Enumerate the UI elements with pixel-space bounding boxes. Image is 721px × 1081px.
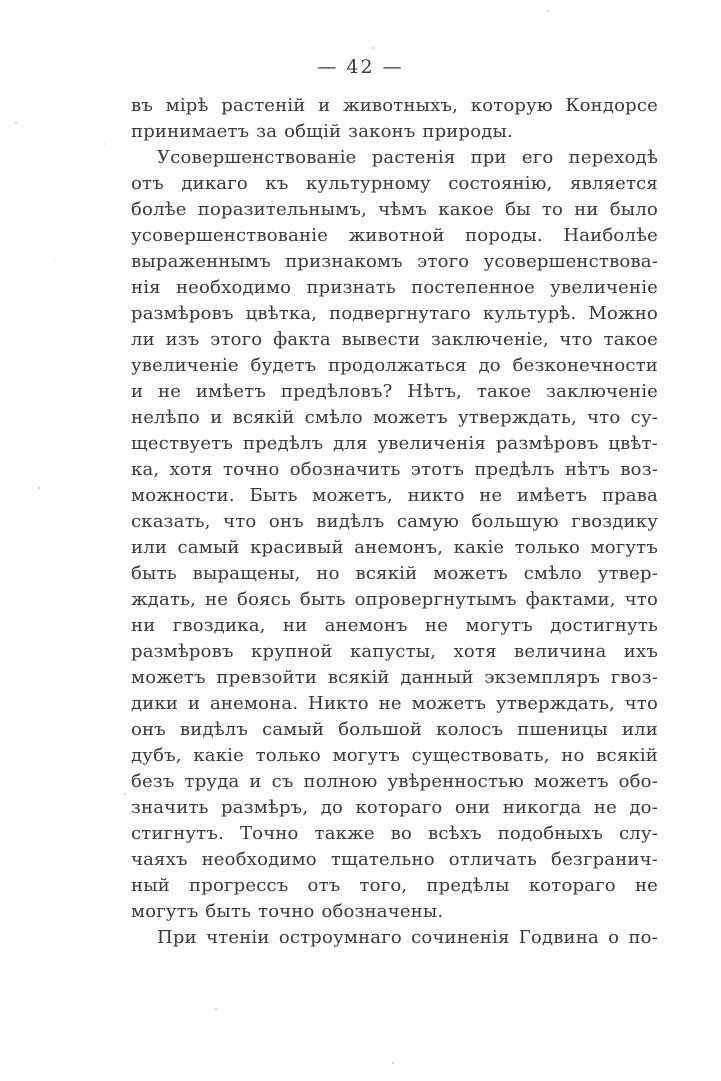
scan-speck [510, 1005, 511, 1006]
text-line: размѣровъ цвѣтка, подвергнутаго культурѣ. Можно [131, 303, 658, 324]
text-line: значить размѣръ, до котораго они никогда не до- [131, 797, 658, 818]
page-text [131, 93, 658, 951]
scan-speck [55, 260, 56, 261]
text-line: и не имѣетъ предѣловъ? Нѣтъ, такое заключеніе [131, 381, 658, 402]
text-line: отъ дикаго къ культурному состоянію, является [131, 173, 658, 194]
text-line: ный прогрессъ отъ того, предѣлы котораго не [131, 875, 658, 896]
text-line: чаяхъ необходимо тщательно отличать безгранич- [131, 849, 658, 870]
text-line: или самый красивый анемонъ, какіе только могутъ [131, 537, 658, 558]
text-line: можетъ превзойти всякій данный экземпляръ гвоз- [131, 667, 658, 688]
scan-speck [372, 47, 374, 49]
text-line: Усовершенствованіе растенія при его переходѣ [157, 147, 658, 168]
text-line: ли изъ этого факта вывести заключеніе, что такое [131, 329, 658, 350]
text-line: быть выращены, но всякій можетъ смѣло утвер- [131, 563, 658, 584]
scan-speck [547, 10, 549, 12]
scan-speck [15, 122, 17, 124]
text-line: безъ труда и съ полною увѣренностью можетъ обо- [131, 771, 658, 792]
text-line: ни гвоздика, ни анемонъ не могутъ достигнуть [131, 615, 658, 636]
text-line: дики и анемона. Никто не можетъ утверждать, что [131, 693, 658, 714]
text-line: стигнутъ. Точно также во всѣхъ подобныхъ слу- [131, 823, 658, 844]
text-line: онъ видѣлъ самый большой колосъ пшеницы или [131, 719, 658, 740]
scan-speck [392, 1062, 394, 1064]
text-line: можности. Быть можетъ, никто не имѣетъ права [131, 485, 658, 506]
text-line: ка, хотя точно обозначить этотъ предѣлъ нѣтъ воз- [131, 459, 658, 480]
text-line: дубъ, какіе только могутъ существовать, но всякій [131, 745, 658, 766]
text-line: болѣе поразительнымъ, чѣмъ какое бы то ни было [131, 199, 658, 220]
text-line: размѣровъ крупной капусты, хотя величина ихъ [131, 641, 658, 662]
text-line: принимаетъ за общій законъ природы. [131, 121, 513, 142]
text-line: усовершенствованіе животной породы. Наиболѣе [131, 225, 658, 246]
scan-speck [124, 793, 126, 795]
text-line: въ мірѣ растеній и животныхъ, которую Кондорсе [131, 95, 658, 116]
text-line: сказать, что онъ видѣлъ самую большую гвоздику [131, 511, 658, 532]
scan-speck [570, 40, 571, 41]
text-line: ждать, не боясь быть опровергнутымъ фактами, что [131, 589, 658, 610]
text-line: При чтеніи остроумнаго сочиненія Годвина о по- [157, 927, 658, 948]
scan-speck [104, 143, 105, 145]
page-number: — 42 — [317, 56, 404, 78]
text-line: ществуетъ предѣлъ для увеличенія размѣровъ цвѣт- [131, 433, 658, 454]
text-line: выраженнымъ признакомъ этого усовершенствова- [131, 251, 658, 272]
text-line: нелѣпо и всякій смѣло можетъ утверждать, что су- [131, 407, 658, 428]
text-line: могутъ быть точно обозначены. [131, 901, 444, 922]
scan-speck [215, 1008, 217, 1010]
text-line: увеличеніе будетъ продолжаться до безконечности [131, 355, 658, 376]
text-line: нія необходимо признать постепенное увеличеніе [131, 277, 658, 298]
scan-speck [38, 487, 40, 489]
